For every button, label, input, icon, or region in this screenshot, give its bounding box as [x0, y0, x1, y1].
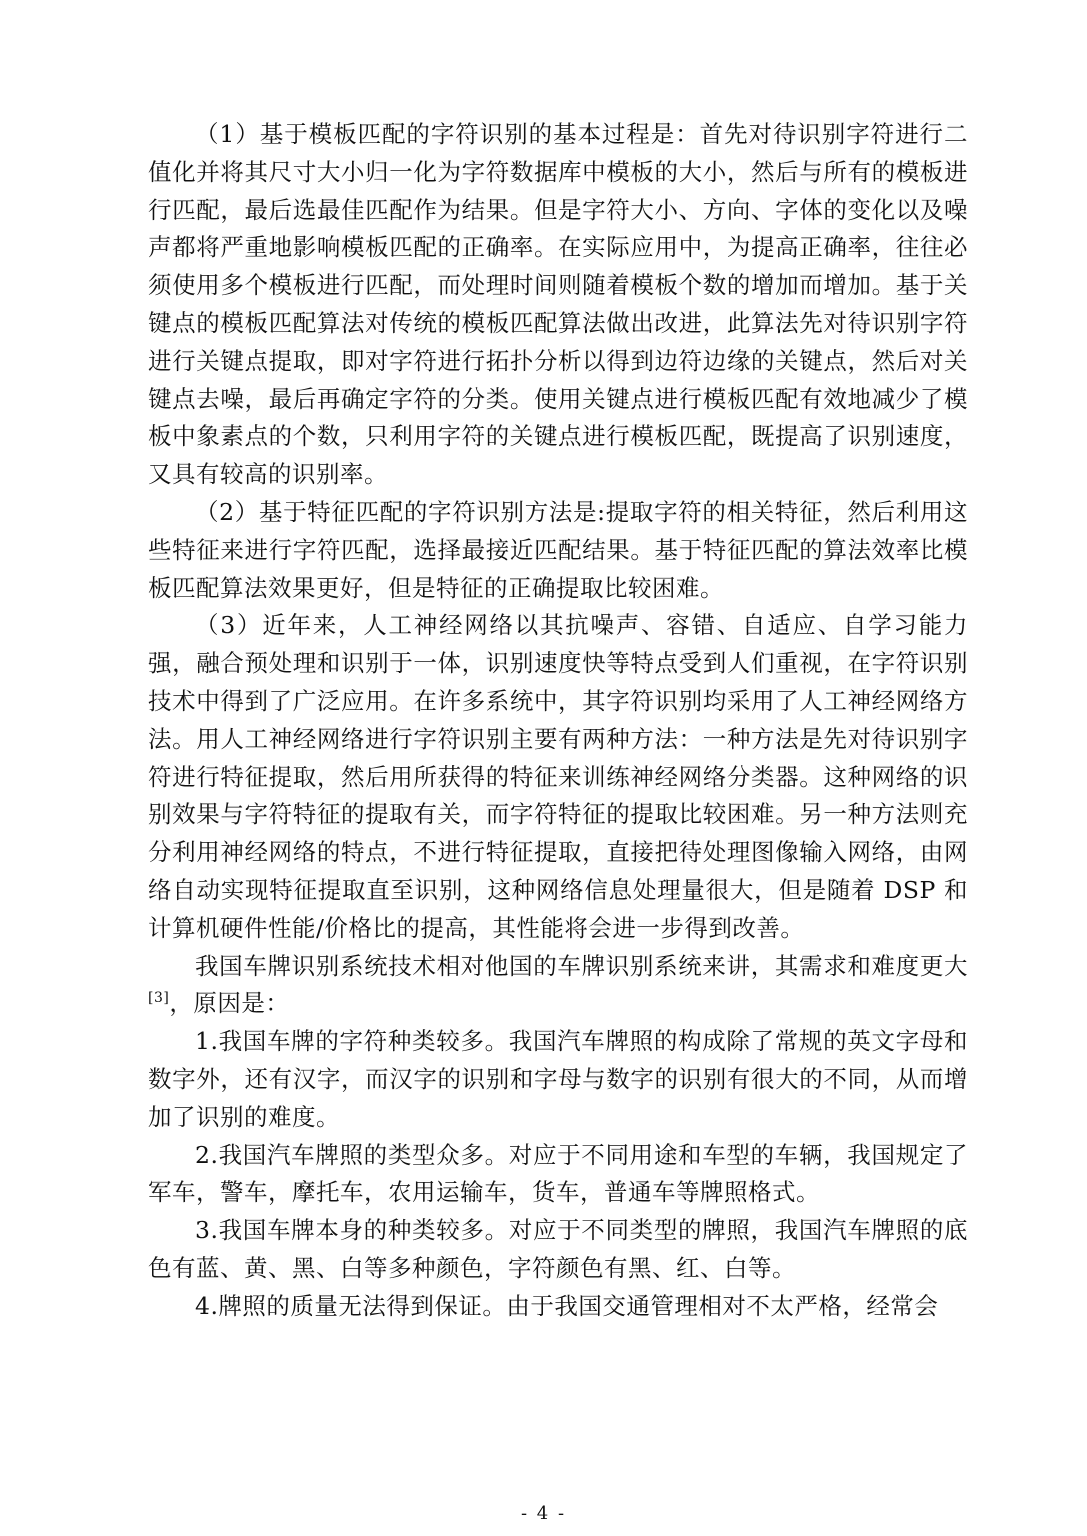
document-body — [148, 116, 968, 1326]
paragraph-template-matching: （1）基于模板匹配的字符识别的基本过程是：首先对待识别字符进行二值化并将其尺寸大小归一化为字符数据库中模板的大小，然后与所有的模板进行匹配，最后选最佳匹配作为结果。但是字符大小、方向、字体的变化以及噪声都将严重地影响模板匹配的正确率。在实际应用中，为提高正确率，往往必须使用多个模板进行匹配，而处理时间则随着模板个数的增加而增加。基于关键点的模板匹配算法对传统的模板匹配算法做出改进，此算法先对待识别字符进行关键点提取，即对字符进行拓扑分析以得到边符边缘的关键点，然后对关键点去噪，最后再确定字符的分类。使用关键点进行模板匹配有效地减少了模板中象素点的个数，只利用字符的关键点进行模板匹配，既提高了识别速度，又具有较高的识别率。 — [148, 120, 968, 489]
intro-text-tail: ，原因是： — [169, 989, 290, 1018]
citation-reference: [3] — [148, 990, 170, 1007]
paragraph-intro — [148, 948, 968, 1024]
page-number: - 4 - — [520, 1503, 567, 1524]
reason-item-3: 3.我国车牌本身的种类较多。对应于不同类型的牌照，我国汽车牌照的底色有蓝、黄、黑、白等多种颜色，字符颜色有黑、红、白等。 — [148, 1216, 968, 1282]
reason-item-4: 4.牌照的质量无法得到保证。由于我国交通管理相对不太严格，经常会 — [195, 1291, 939, 1320]
intro-text: 我国车牌识别系统技术相对他国的车牌识别系统来讲，其需求和难度更大 — [195, 951, 968, 980]
paragraph-feature-matching: （2）基于特征匹配的字符识别方法是:提取字符的相关特征，然后利用这些特征来进行字符匹配，选择最接近匹配结果。基于特征匹配的算法效率比模板匹配算法效果更好，但是特征的正确提取比较困难。 — [148, 497, 968, 602]
reason-item-1: 1.我国车牌的字符种类较多。我国汽车牌照的构成除了常规的英文字母和数字外，还有汉字，而汉字的识别和字母与数字的识别有很大的不同，从而增加了识别的难度。 — [148, 1027, 968, 1131]
reason-item-2: 2.我国汽车牌照的类型众多。对应于不同用途和车型的车辆，我国规定了军车，警车，摩托车，农用运输车，货车，普通车等牌照格式。 — [148, 1140, 968, 1207]
paragraph-neural-network: （3）近年来，人工神经网络以其抗噪声、容错、自适应、自学习能力强，融合预处理和识别于一体，识别速度快等特点受到人们重视，在字符识别技术中得到了广泛应用。在许多系统中，其字符识别均采用了人工神经网络方法。用人工神经网络进行字符识别主要有两种方法：一种方法是先对待识别字符进行特征提取，然后用所获得的特征来训练神经网络分类器。这种网络的识别效果与字符特征的提取有关，而字符特征的提取比较困难。另一种方法则充分利用神经网络的特点，不进行特征提取，直接把待处理图像输入网络，由网络自动实现特征提取直至识别，这种网络信息处理量很大，但是随着 DSP 和计算机硬件性能/价格比的提高，其性能将会进一步得到改善。 — [148, 611, 968, 942]
